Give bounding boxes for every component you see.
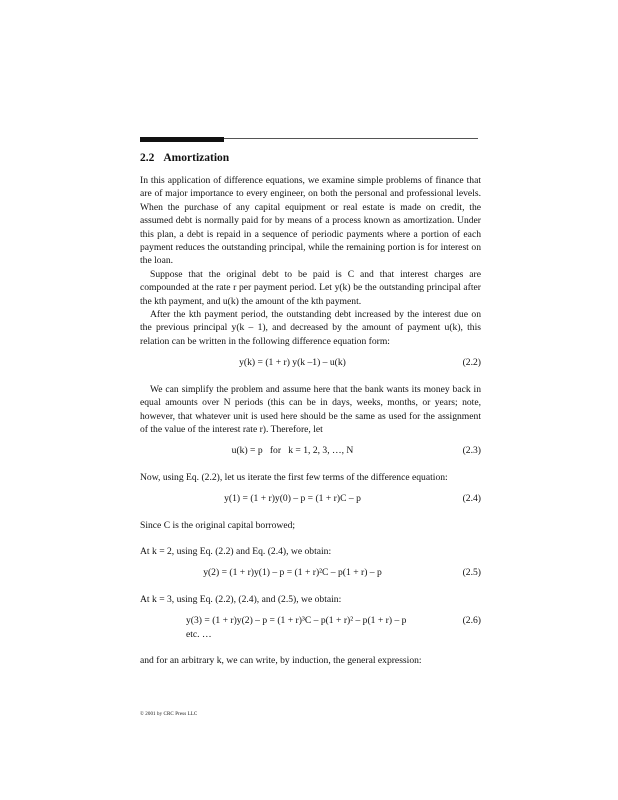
equation — [140, 566, 481, 579]
equation — [140, 356, 481, 369]
paragraph: Since C is the original capital borrowed; — [140, 519, 296, 531]
equation-number: (2.5) — [462, 567, 481, 579]
paragraph: At k = 2, using Eq. (2.2) and Eq. (2.4), we obtain: — [140, 545, 332, 557]
header-rule-thick — [140, 137, 224, 142]
copyright-footer: © 2001 by CRC Press LLC — [140, 712, 198, 717]
page-body — [140, 152, 481, 667]
equation — [140, 444, 481, 457]
equation-body: etc. … — [186, 628, 212, 640]
section-number: 2.2 — [140, 152, 155, 164]
equation-body: u(k) = p for k = 1, 2, 3, …, N — [231, 445, 354, 457]
equation-continuation — [140, 628, 481, 641]
equation-body: y(3) = (1 + r)y(2) – p = (1 + r)³C – p(1 + r)² – p(1 + r) – p — [186, 615, 407, 627]
equation-number: (2.6) — [462, 615, 481, 627]
paragraph: We can simplify the problem and assume here that the bank wants its money back in equal amounts over N periods (this can be in days, weeks, months, or years; note, however, that whatever unit is used here should be the same as used for the assignment of the value of the interest rate r). Therefore, let — [140, 383, 481, 435]
equation-number: (2.3) — [462, 445, 481, 457]
equation-body: y(1) = (1 + r)y(0) – p = (1 + r)C – p — [224, 493, 361, 505]
equation-number: (2.2) — [462, 357, 481, 369]
section-title: Amortization — [163, 152, 230, 164]
section-heading — [140, 152, 481, 164]
equation — [140, 492, 481, 505]
paragraph: After the kth payment period, the outstanding debt increased by the interest due on the previous principal y(k – 1), and decreased by the amount of payment u(k), this relation can be written in the following difference equation form: — [140, 309, 481, 347]
equation-body: y(2) = (1 + r)y(1) – p = (1 + r)²C – p(1 + r) – p — [203, 567, 382, 579]
paragraph: At k = 3, using Eq. (2.2), (2.4), and (2.5), we obtain: — [140, 593, 342, 605]
paragraph: and for an arbitrary k, we can write, by induction, the general expression: — [140, 654, 422, 666]
paragraph: Now, using Eq. (2.2), let us iterate the first few terms of the difference equation: — [140, 471, 448, 483]
equation-body: y(k) = (1 + r) y(k –1) – u(k) — [239, 357, 346, 369]
paragraph: Suppose that the original debt to be paid is C and that interest charges are compounded at the rate r per payment period. Let y(k) be the outstanding principal after the kth payment, and u(k) the amount of the kth payment. — [140, 268, 481, 307]
equation — [140, 614, 481, 627]
equation-number: (2.4) — [462, 493, 481, 505]
paragraph: In this application of difference equations, we examine simple problems of finance that are of major importance to every engineer, on both the personal and professional levels. When the purchase of any capital equipment or real estate is made on credit, the assumed debt is normally paid for by means of a process known as amortization. Under this plan, a debt is repaid in a sequence of periodic payments where a portion of each payment reduces the outstanding principal, while the remaining portion is for interest on the loan. — [140, 175, 481, 267]
